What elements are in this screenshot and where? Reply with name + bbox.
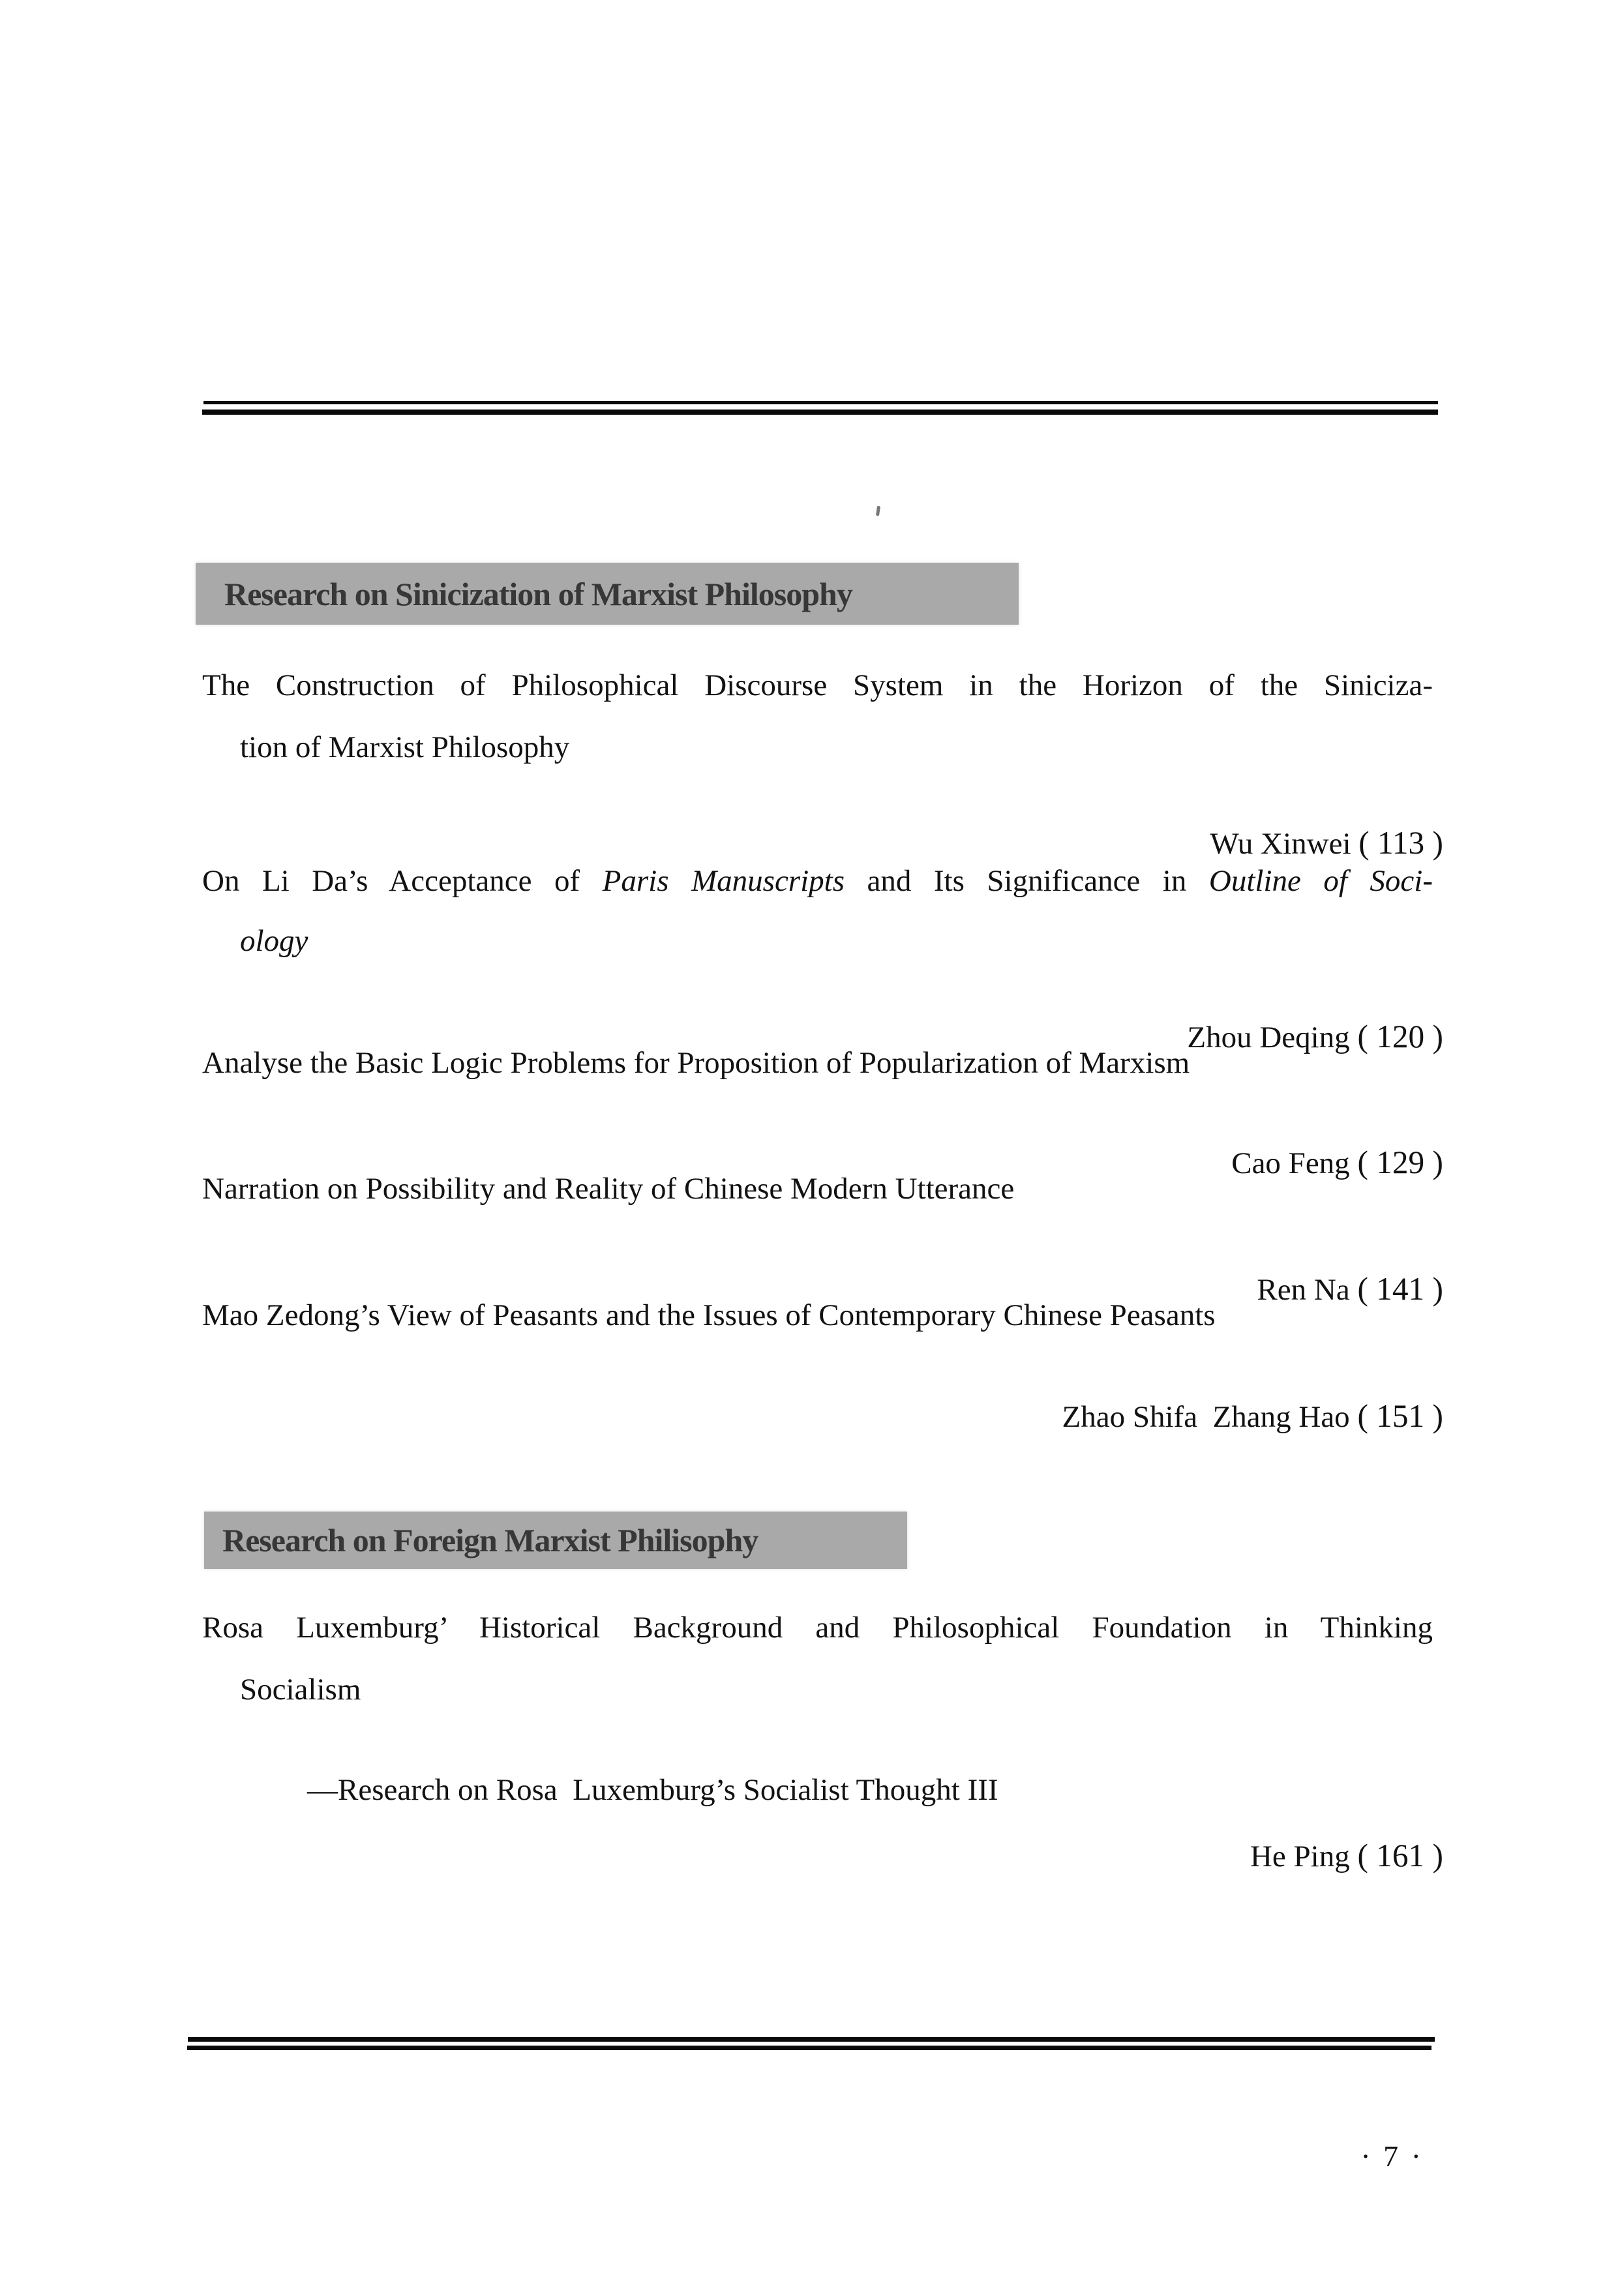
entry-title-line (202, 1610, 1433, 1645)
entry-title-text: and Its Significance in (845, 864, 1209, 898)
entry-title-line (240, 1672, 1433, 1707)
top-rule-thick (202, 410, 1438, 415)
page-ref: ( 129 ) (1357, 1144, 1443, 1181)
section-heading-label: Research on Sinicization of Marxist Philosophy (224, 575, 852, 612)
entry-title-text: On Li Da’s Acceptance of (202, 864, 603, 898)
entry-title-line (240, 923, 1433, 959)
section-heading-sinicization (196, 563, 1019, 625)
author-name: Wu Xinwei (1210, 827, 1351, 861)
section-heading-foreign-marxist (204, 1512, 907, 1569)
entry-title-text: Mao Zedong’s View of Peasants and the Issues of Contemporary Chinese Peasants (202, 1298, 1216, 1332)
scan-artifact (876, 506, 880, 516)
author-name: Cao Feng (1231, 1146, 1350, 1181)
entry-title-italic: ology (240, 924, 308, 958)
author-name: He Ping (1250, 1840, 1350, 1874)
entry-title-text: The Construction of Philosophical Discourse System in the Horizon of the Siniciza- (202, 668, 1433, 702)
entry-subtitle-text: —Research on Rosa Luxemburg’s Socialist Thought III (307, 1773, 998, 1808)
page-ref: ( 161 ) (1357, 1838, 1443, 1874)
bottom-rule-thick (187, 2046, 1431, 2050)
entry-title-text: Narration on Possibility and Reality of Chinese Modern Utterance (202, 1172, 1015, 1206)
page-ref: ( 120 ) (1357, 1019, 1443, 1055)
bottom-rule-thin (188, 2037, 1435, 2042)
entry-title-italic: Paris Manuscripts (602, 864, 845, 898)
entry-author-line (1220, 1802, 1443, 1910)
entry-title-line (240, 730, 1433, 765)
page-ref: ( 141 ) (1357, 1271, 1443, 1307)
page-ref: ( 151 ) (1357, 1398, 1443, 1435)
entry-title-italic: Outline of Soci- (1208, 864, 1433, 898)
entry-title-line (202, 1298, 1433, 1333)
entry-title-text: Socialism (240, 1673, 361, 1707)
page-number: · 7 · (1360, 2139, 1424, 2173)
page-ref: ( 113 ) (1358, 825, 1443, 861)
top-rule-thin (203, 401, 1438, 404)
entry-title-line (202, 863, 1433, 899)
entry-author-line (1032, 1363, 1443, 1470)
entry-title-line (202, 1171, 1433, 1206)
author-name: Zhou Deqing (1187, 1021, 1350, 1055)
author-name: Zhao Shifa Zhang Hao (1062, 1400, 1350, 1435)
section-heading-label: Research on Foreign Marxist Philisophy (222, 1522, 758, 1558)
entry-title-text: tion of Marxist Philosophy (240, 730, 570, 764)
entry-title-line (202, 668, 1433, 703)
entry-title-text: Rosa Luxemburg’ Historical Background and Philosophical Foundation in Thinking (202, 1611, 1433, 1645)
author-name: Ren Na (1257, 1273, 1350, 1307)
entry-title-text: Analyse the Basic Logic Problems for Proposition of Popularization of Marxism (202, 1046, 1190, 1080)
entry-title-line (202, 1045, 1433, 1081)
